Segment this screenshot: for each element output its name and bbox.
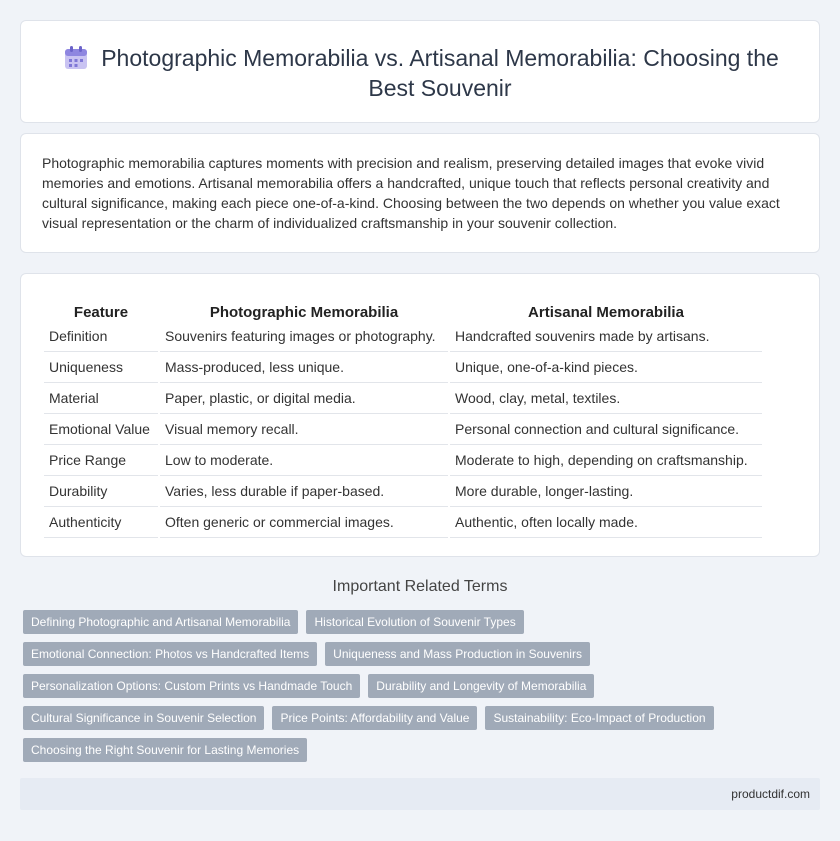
feature-cell: Price Range [44,445,158,476]
artisanal-cell: Unique, one-of-a-kind pieces. [450,352,762,383]
photographic-cell: Often generic or commercial images. [160,507,448,538]
table-row [44,507,762,538]
related-term-tag[interactable]: Emotional Connection: Photos vs Handcrafted Items [23,642,317,666]
photographic-cell: Paper, plastic, or digital media. [160,383,448,414]
related-term-tag[interactable]: Choosing the Right Souvenir for Lasting Memories [23,738,307,762]
related-term-tag[interactable]: Durability and Longevity of Memorabilia [368,674,594,698]
header-artisanal: Artisanal Memorabilia [528,304,684,321]
related-term-tag[interactable]: Price Points: Affordability and Value [272,706,477,730]
related-term-tag[interactable]: Defining Photographic and Artisanal Memorabilia [23,610,298,634]
intro-card [20,133,820,253]
footer [20,778,820,810]
feature-cell: Emotional Value [44,414,158,445]
feature-cell: Uniqueness [44,352,158,383]
feature-cell: Durability [44,476,158,507]
photographic-cell: Souvenirs featuring images or photography. [160,321,448,352]
table-row [44,321,762,352]
photographic-cell: Mass-produced, less unique. [160,352,448,383]
table-header-row [44,294,762,321]
table-row [44,414,762,445]
artisanal-cell: Handcrafted souvenirs made by artisans. [450,321,762,352]
table-row [44,476,762,507]
intro-paragraph: Photographic memorabilia captures moments with precision and realism, preserving detailed images that evoke vivid memories and emotions. Artisanal memorabilia offers a handcrafted, unique touch that reflects personal creativity and cultural significance, making each piece one-of-a-kind. Choosing between the two depends on whether you value exact visual representation or the charm of individualized craftsmanship in your souvenir collection. [42,155,780,231]
title-card [20,20,820,123]
artisanal-cell: Wood, clay, metal, textiles. [450,383,762,414]
comparison-card [20,273,820,557]
feature-cell: Material [44,383,158,414]
comparison-table [42,294,764,538]
related-term-tag[interactable]: Cultural Significance in Souvenir Selection [23,706,264,730]
table-row [44,445,762,476]
related-terms-list [23,610,743,770]
header-feature: Feature [73,304,129,321]
related-terms-title: Important Related Terms [332,578,508,595]
artisanal-cell: Personal connection and cultural significance. [450,414,762,445]
feature-cell: Definition [44,321,158,352]
related-term-tag[interactable]: Sustainability: Eco-Impact of Production [485,706,713,730]
page-title: Photographic Memorabilia vs. Artisanal Memorabilia: Choosing the Best Souvenir [101,45,779,101]
artisanal-cell: More durable, longer-lasting. [450,476,762,507]
feature-cell: Authenticity [44,507,158,538]
footer-site-link[interactable]: productdif.com [731,787,810,801]
table-row [44,352,762,383]
artisanal-cell: Authentic, often locally made. [450,507,762,538]
photographic-cell: Low to moderate. [160,445,448,476]
header-photographic: Photographic Memorabilia [209,304,399,321]
related-term-tag[interactable]: Personalization Options: Custom Prints vs Handmade Touch [23,674,360,698]
related-term-tag[interactable]: Historical Evolution of Souvenir Types [306,610,523,634]
photographic-cell: Visual memory recall. [160,414,448,445]
artisanal-cell: Moderate to high, depending on craftsmanship. [450,445,762,476]
table-row [44,383,762,414]
related-term-tag[interactable]: Uniqueness and Mass Production in Souvenirs [325,642,590,666]
photographic-cell: Varies, less durable if paper-based. [160,476,448,507]
